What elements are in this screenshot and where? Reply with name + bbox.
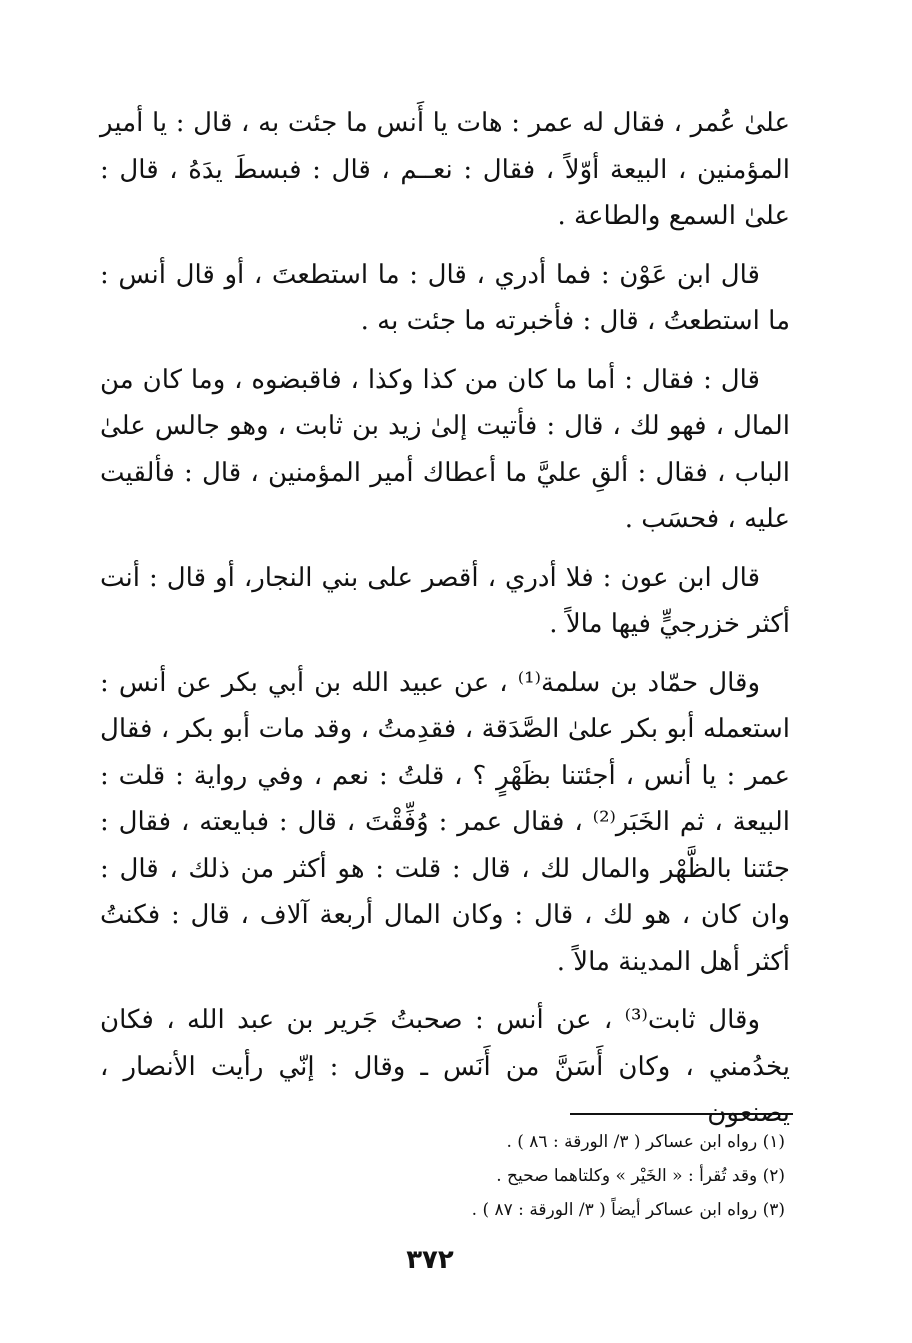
footnote-divider — [570, 1113, 793, 1115]
main-text — [100, 100, 790, 1149]
paragraph-6: وقال ثابت⁽³⁾ ، عن أنس : صحبتُ جَرير بن عبد الله ، فكان يخدُمني ، وكان أَسَنَّ من أَنَس ـ وقال : إنّي رأيت الأنصار ، يصنعون — [100, 1005, 790, 1128]
paragraph-5: وقال حمّاد بن سلمة⁽¹⁾ ، عن عبيد الله بن أبي بكر عن أنس : استعمله أبو بكر علىٰ الصَّدَقة ، فقدِمتُ ، وقد مات أبو بكر ، فقال عمر : يا أنس ، أجئتنا بظَهْرٍ ؟ ، قلتُ : نعم ، وفي رواية : قلت : البيعة ، ثم الخَبَر⁽²⁾ ، فقال عمر : وُفِّقْتَ ، قال : فبايعته ، فقال : جئتنا بالظَّهْر والمال لك ، قال : قلت : هو أكثر من ذلك ، قال : وان كان ، هو لك ، قال : وكان المال أربعة آلاف ، قال : فكنتُ أكثر أهل المدينة مالاً . — [100, 667, 790, 977]
footnotes — [340, 1125, 785, 1227]
footnote-3: (٣) رواه ابن عساكر أيضاً ( ٣/ الورقة : ٨٧ ) . — [471, 1200, 785, 1220]
paragraph-2: قال ابن عَوْن : فما أدري ، قال : ما استطعتَ ، أو قال أنس : ما استطعتُ ، قال : فأخبرته ما جئت به . — [100, 259, 790, 336]
footnote-1: (١) رواه ابن عساكر ( ٣/ الورقة : ٨٦ ) . — [506, 1132, 785, 1152]
footnote-2: (٢) وقد تُقرأ : « الخَيْر » وكلتاهما صحيح . — [496, 1166, 785, 1186]
page-number: ٣٧٢ — [406, 1245, 454, 1275]
paragraph-3: قال : فقال : أما ما كان من كذا وكذا ، فاقبضوه ، وما كان من المال ، فهو لك ، قال : فأتيت إلىٰ زيد بن ثابت ، وهو جالس علىٰ الباب ، فقال : ألقِ عليَّ ما أعطاك أمير المؤمنين ، قال : فألقيت عليه ، فحسَب . — [100, 364, 790, 534]
paragraph-4: قال ابن عون : فلا أدري ، أقصر على بني النجار، أو قال : أنت أكثر خزرجيٍّ فيها مالاً . — [100, 562, 790, 639]
paragraph-1: علىٰ عُمر ، فقال له عمر : هات يا أَنس ما جئت به ، قال : يا أمير المؤمنين ، البيعة أوّلاً ، فقال : نعــم ، قال : فبسطَ يدَهُ ، قال : علىٰ السمع والطاعة . — [100, 108, 790, 231]
